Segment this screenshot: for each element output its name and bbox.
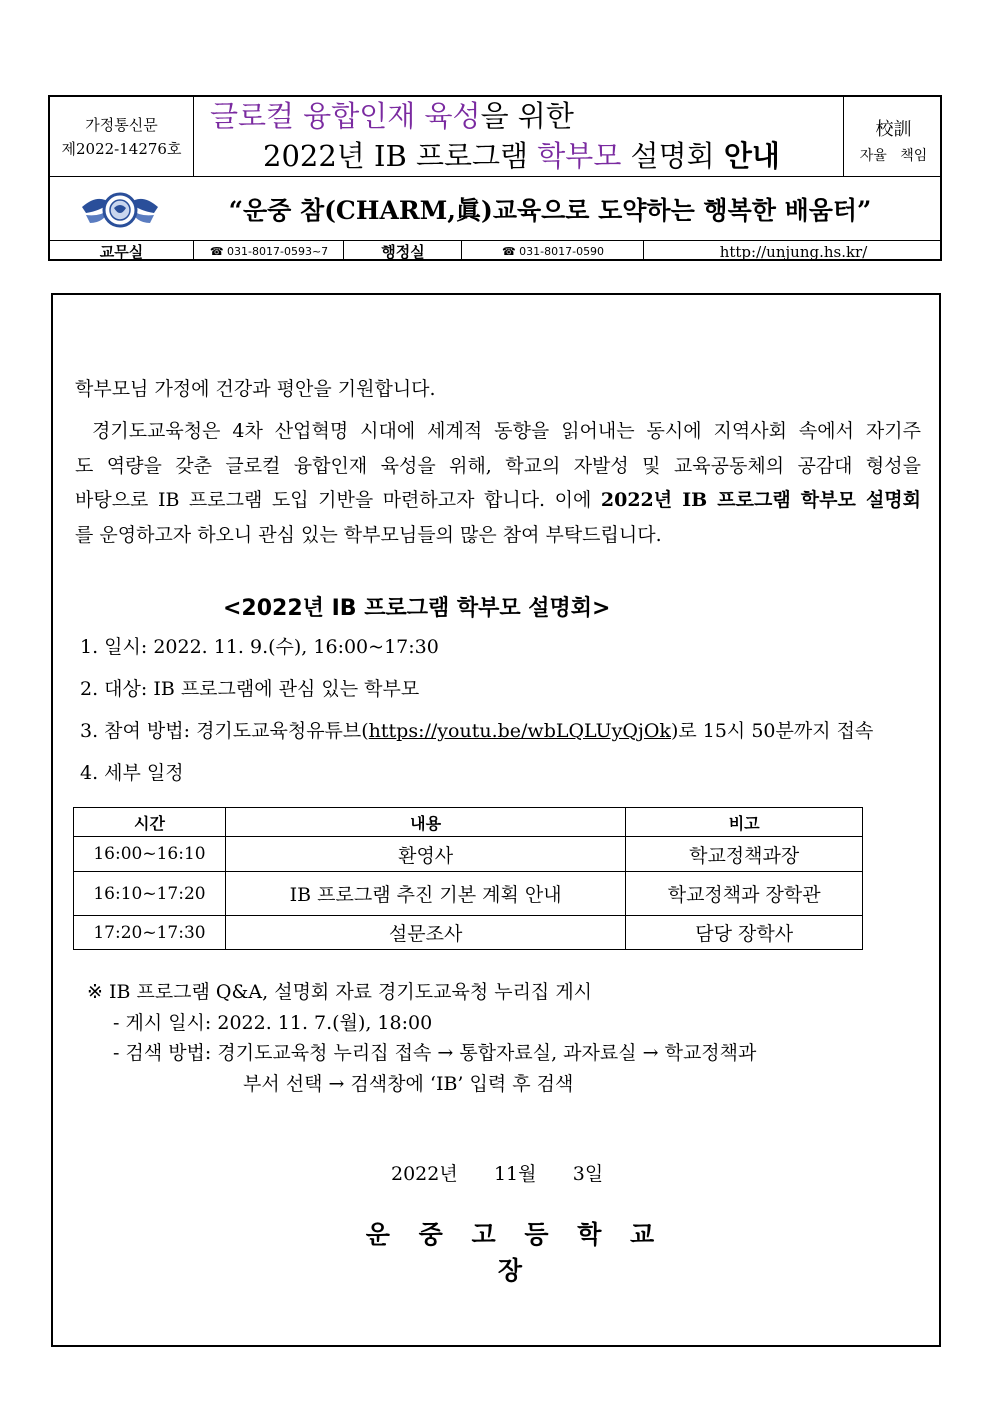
table-cell: 학교정책과 장학관 (626, 872, 863, 916)
title-bold-guide: 안내 (723, 139, 780, 173)
paragraph-line (75, 483, 921, 518)
table-header-row (74, 808, 863, 837)
table-cell: 환영사 (225, 837, 625, 872)
intro-paragraph (75, 414, 921, 552)
school-emblem-icon (80, 187, 160, 233)
date-day: 3일 (572, 1163, 604, 1185)
office-phone: ☎ 031-8017-0593~7 (209, 245, 329, 258)
table-cell: 16:00~16:10 (74, 837, 226, 872)
table-cell: 16:10~17:20 (74, 872, 226, 916)
table-cell: 설문조사 (225, 916, 625, 950)
school-slogan: “운중 참(CHARM,眞)교육으로 도약하는 행복한 배움터” (228, 195, 872, 225)
title-text: 2022년 IB 프로그램 (263, 139, 538, 173)
notice-search-method-cont: 부서 선택 → 검색창에 ‘IB’ 입력 후 검색 (243, 1072, 574, 1095)
paragraph-text: 바탕으로 IB 프로그램 도입 기반을 마련하고자 합니다. 이에 (75, 489, 601, 511)
letterhead (48, 95, 942, 261)
table-row (74, 872, 863, 916)
paragraph-line: 를 운영하고자 하오니 관심 있는 학부모님들의 많은 참여 부탁드립니다. (75, 523, 662, 546)
date-year: 2022년 (391, 1163, 458, 1185)
principal-signature: 운 중 고 등 학 교 장 (365, 1220, 665, 1285)
motto-label: 校訓 (875, 119, 912, 140)
greeting: 학부모님 가정에 건강과 평안을 기원합니다. (75, 378, 436, 400)
title-text: 설명회 (621, 139, 724, 173)
detail-method (80, 717, 940, 759)
table-row (74, 916, 863, 950)
paragraph-bold-text: 2022년 IB 프로그램 학부모 설명회 (600, 489, 922, 511)
table-cell: 담당 장학사 (626, 916, 863, 950)
table-cell: 17:20~17:30 (74, 916, 226, 950)
paragraph-line: 경기도교육청은 4차 산업혁명 시대에 세계적 동향을 읽어내는 동시에 지역사회 속에서 자기주 (92, 420, 921, 442)
paragraph-line: 도 역량을 갖춘 글로컬 융합인재 육성을 위해, 학교의 자발성 및 교육공동체의 공감대 형성을 (75, 454, 921, 477)
detail-target: 2. 대상: IB 프로그램에 관심 있는 학부모 (80, 678, 420, 700)
office-label: 교무실 (99, 243, 144, 261)
notice-post-date: - 게시 일시: 2022. 11. 7.(월), 18:00 (113, 1011, 433, 1034)
title-line-2 (263, 137, 843, 175)
title-highlight-parents: 학부모 (537, 139, 622, 173)
date-month: 11월 (493, 1163, 537, 1185)
table-header: 내용 (225, 808, 625, 837)
table-header: 비고 (626, 808, 863, 837)
doc-number: 제2022-14276호 (61, 139, 182, 158)
issue-date (391, 1159, 603, 1186)
detail-text: 3. 참여 방법: 경기도교육청유튜브( (80, 720, 369, 742)
notice-search-method: - 검색 방법: 경기도교육청 누리집 접속 → 통합자료실, 과자료실 → 학교정책과 (113, 1042, 757, 1064)
motto-word: 책임 (900, 148, 928, 164)
title-highlight-glocal: 글로컬 융합인재 육성 (210, 99, 481, 133)
table-cell: IB 프로그램 추진 기본 계획 안내 (225, 872, 625, 916)
doc-type: 가정통신문 (85, 115, 158, 134)
event-title: <2022년 IB 프로그램 학부모 설명회> (223, 596, 611, 621)
admin-office-phone: ☎ 031-8017-0590 (501, 245, 605, 258)
schedule-table (73, 807, 863, 950)
youtube-link[interactable]: https://youtu.be/wbLQLUyQjOk (368, 720, 671, 742)
notice-main: ※ IB 프로그램 Q&A, 설명회 자료 경기도교육청 누리집 게시 (87, 981, 593, 1003)
title-line-1 (210, 97, 810, 135)
detail-schedule-heading: 4. 세부 일정 (80, 762, 184, 784)
motto-word: 자율 (859, 148, 887, 164)
table-cell: 학교정책과장 (626, 837, 863, 872)
admin-office-label: 행정실 (381, 243, 425, 261)
title-text: 을 위한 (480, 99, 574, 133)
detail-text: )로 15시 50분까지 접속 (670, 720, 874, 742)
event-details (80, 633, 940, 801)
school-website-link[interactable]: http://unjung.hs.kr/ (719, 242, 868, 261)
table-header: 시간 (74, 808, 226, 837)
notice (87, 977, 907, 1099)
detail-date: 1. 일시: 2022. 11. 9.(수), 16:00~17:30 (80, 636, 439, 658)
table-row (74, 837, 863, 872)
